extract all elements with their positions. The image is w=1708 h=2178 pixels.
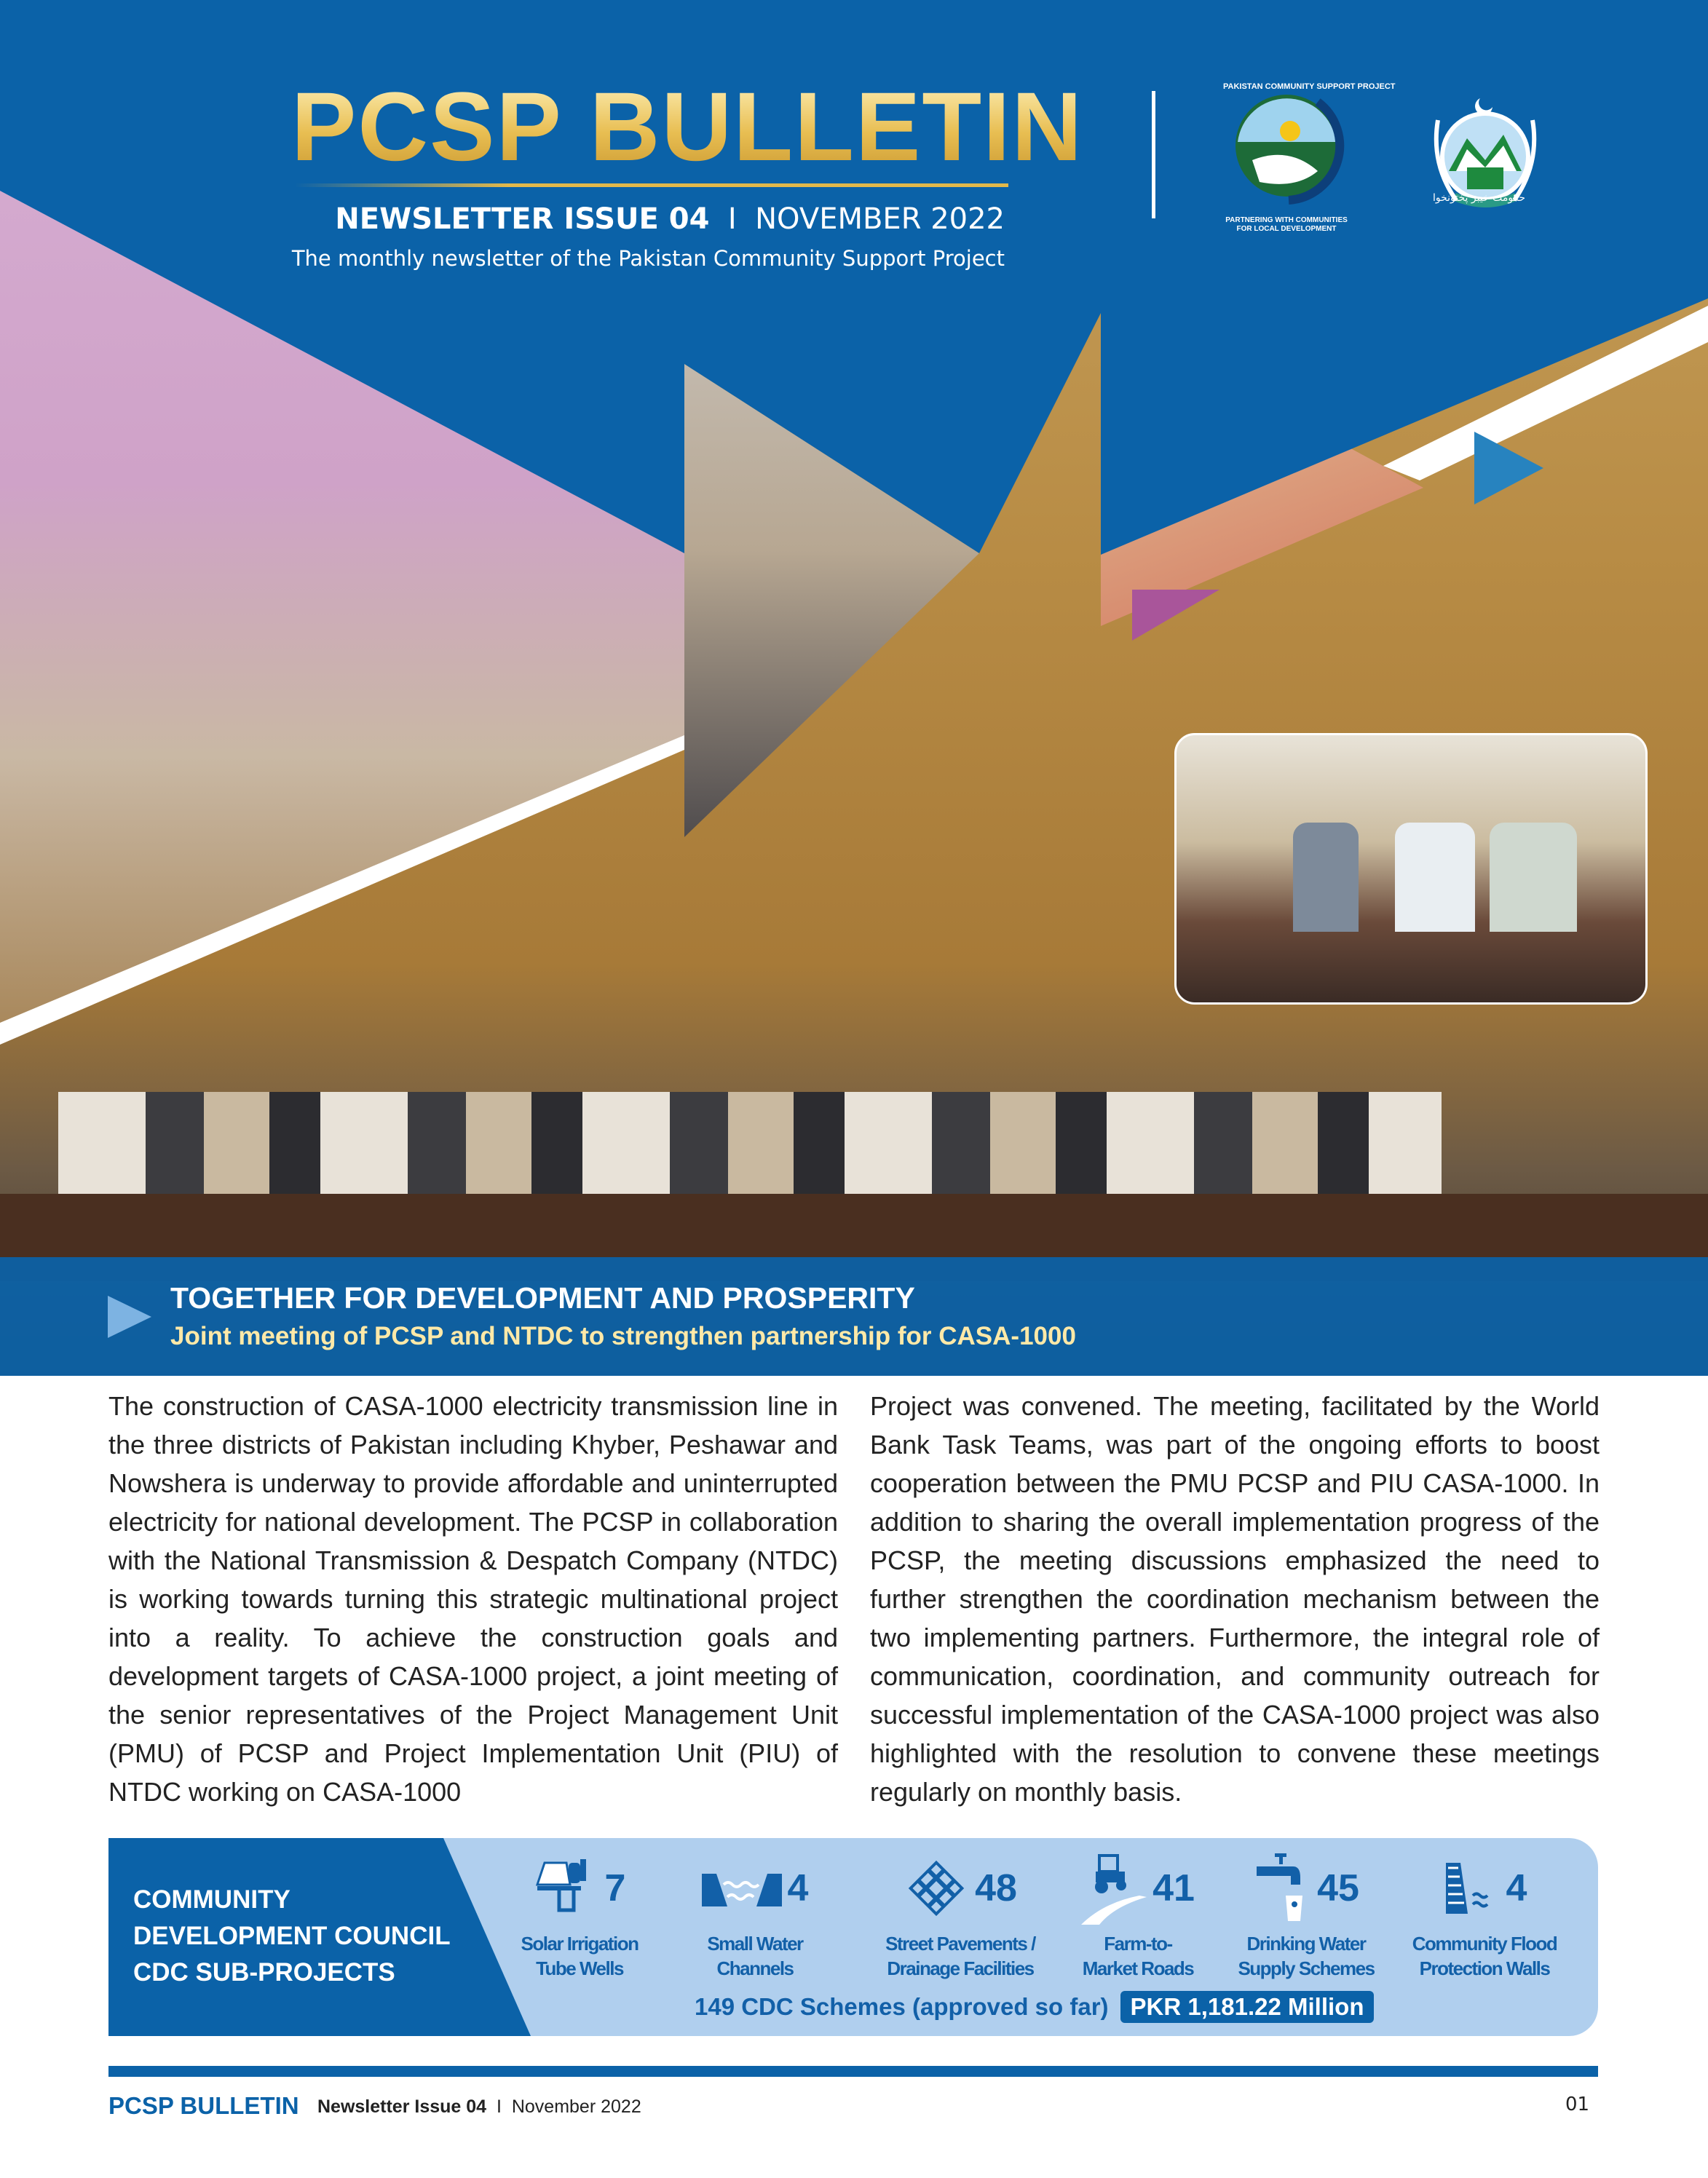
article-column-2: Project was convened. The meeting, facilitated by the World Bank Task Teams, was part of the ongoing efforts to boost cooperation between the PMU PCSP and PIU CASA-1000. In addition to sharing the overall implementation progress of the PCSP, the meeting discussions emphasized the need to further strengthen the coordination mechanism between the two implementing partners. Furthermore, the integral role of communication, coordination, and community outreach for successful implementation of the CASA-1000 project was also highlighted with the resolution to convene these meetings regularly on monthly basis. (870, 1391, 1600, 1807)
stat-value: 7 (604, 1867, 626, 1909)
vertical-divider (1152, 91, 1155, 218)
flood-wall-icon (1442, 1859, 1501, 1917)
stat-value: 48 (975, 1867, 1017, 1909)
pavement-icon (904, 1856, 969, 1921)
stat-flood-protection-walls (1375, 1848, 1594, 1981)
heading-line: DEVELOPMENT COUNCIL (133, 1922, 451, 1950)
stat-label: Channels (716, 1957, 794, 1979)
total-schemes-text: 149 CDC Schemes (approved so far) (695, 1993, 1109, 2020)
stat-label: Solar Irrigation (521, 1933, 638, 1955)
article-column-1: The construction of CASA-1000 electricity transmission line in the three districts of Pakistan including Khyber, Peshawar and Nowshera is underway to provide affordable and uninterrupted electricity for national development. The PCSP in collaboration with the National Transmission & Despatch Company (NTDC) is working towards turning this strategic multinational project into a reality. To achieve the construction goals and development targets of CASA-1000 project, a joint meeting of the senior representatives of the Project Management Unit (PMU) of PCSP and Project Implementation Unit (PIU) of NTDC working on CASA-1000 (108, 1391, 838, 1807)
issue-date: NOVEMBER 2022 (755, 202, 1005, 236)
stat-value: 45 (1317, 1867, 1359, 1909)
separator: I (496, 2096, 502, 2117)
stat-label: Community Flood (1412, 1933, 1557, 1955)
kp-emblem-ribbon-text: حکومت خیبر پختونخوا (1432, 192, 1525, 204)
footer-date: November 2022 (511, 2096, 641, 2117)
stat-value: 4 (1506, 1867, 1527, 1909)
stat-label: Tube Wells (536, 1957, 623, 1979)
stat-label: Street Pavements / (885, 1933, 1035, 1955)
bulletin-title: PCSP BULLETIN (291, 73, 1084, 181)
stat-label: Drainage Facilities (887, 1957, 1034, 1979)
water-channel-icon (702, 1866, 782, 1910)
stat-label: Small Water (707, 1933, 803, 1955)
stat-label: Market Roads (1082, 1957, 1194, 1979)
stats-heading (133, 1882, 451, 1991)
newsletter-subtitle: The monthly newsletter of the Pakistan Community Support Project (291, 246, 1005, 271)
stat-label: Drinking Water (1246, 1933, 1366, 1955)
heading-line: COMMUNITY (133, 1885, 290, 1914)
page-number: 01 (1565, 2094, 1590, 2115)
stat-small-water-channels (646, 1848, 864, 1981)
pcsp-logo (1209, 73, 1396, 240)
separator: I (727, 202, 737, 236)
svg-text:PAKISTAN COMMUNITY SUPPORT PRO: PAKISTAN COMMUNITY SUPPORT PROJECT (1223, 82, 1396, 91)
title-rule (295, 183, 1008, 187)
heading-line: CDC SUB-PROJECTS (133, 1958, 395, 1987)
inset-meeting-photo (1174, 733, 1648, 1005)
footer-brand: PCSP BULLETIN (108, 2092, 299, 2119)
stat-label: Farm-to- (1104, 1933, 1172, 1955)
article-title: TOGETHER FOR DEVELOPMENT AND PROSPERITY (170, 1281, 915, 1315)
issue-number: NEWSLETTER ISSUE 04 (335, 202, 710, 236)
article-banner (0, 1257, 1708, 1376)
solar-pump-icon (534, 1856, 599, 1921)
footer-issue (317, 2096, 641, 2118)
cdc-stats-panel (108, 1838, 1598, 2036)
article-subtitle: Joint meeting of PCSP and NTDC to strengthen partnership for CASA-1000 (170, 1322, 1076, 1350)
svg-text:PARTNERING WITH COMMUNITIES: PARTNERING WITH COMMUNITIES (1225, 216, 1348, 224)
stat-label: Protection Walls (1419, 1957, 1550, 1979)
svg-text:FOR LOCAL DEVELOPMENT: FOR LOCAL DEVELOPMENT (1236, 225, 1337, 233)
total-schemes (695, 1991, 1374, 2023)
footer-issue-number: Newsletter Issue 04 (317, 2096, 487, 2117)
stat-value: 4 (787, 1867, 809, 1909)
footer-rule (108, 2066, 1598, 2077)
tractor-road-icon (1081, 1852, 1147, 1925)
stat-value: 41 (1152, 1867, 1195, 1909)
water-tap-icon (1253, 1852, 1311, 1925)
total-amount-badge: PKR 1,181.22 Million (1120, 1991, 1375, 2023)
issue-line (291, 201, 1005, 237)
stat-label: Supply Schemes (1238, 1957, 1375, 1979)
